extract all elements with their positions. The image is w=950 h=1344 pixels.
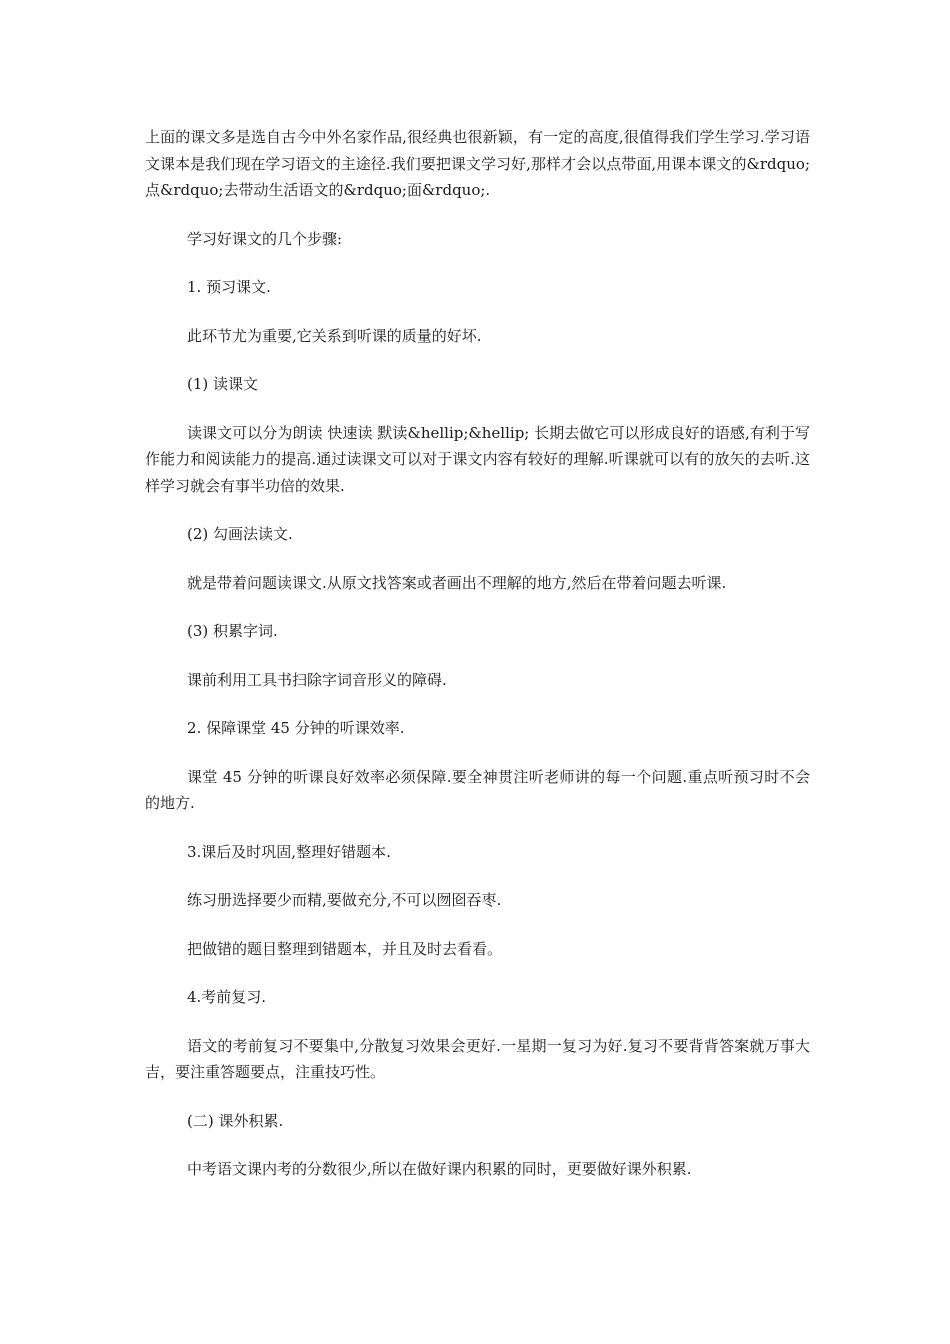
step-4-heading: 4.考前复习. [187, 988, 267, 1006]
step-2-heading: 2. 保障课堂 45 分钟的听课效率. [187, 719, 405, 737]
steps-heading: 学习好课文的几个步骤: [187, 229, 343, 248]
step-3-heading: 3.课后及时巩固,整理好错题本. [187, 842, 391, 861]
substep-1-body: 读课文可以分为朗读 快速读 默读&hellip;&hellip; 长期去做它可以形成良好的语感,有利于写作能力和阅读能力的提高.通过读课文可以对于课文内容有较好的理解.听课就可以有的放矢的去听.这样学习就会有事半功倍的效果. [145, 423, 810, 495]
substep-1-heading: (1) 读课文 [187, 375, 259, 393]
substep-3-body: 课前利用工具书扫除字词音形义的障碍. [187, 670, 447, 689]
substep-2-body: 就是带着问题读课文.从原文找答案或者画出不理解的地方,然后在带着问题去听课. [187, 573, 727, 592]
intro-paragraph: 上面的课文多是选自古今中外名家作品,很经典也很新颖，有一定的高度,很值得我们学生学习.学习语文课本是我们现在学习语文的主途径.我们要把课文学习好,那样才会以点带面,用课本课文的&rdquo;点&rdquo;去带动生活语文的&rdquo;面&rdquo;. [145, 128, 810, 199]
substep-3-heading: (3) 积累字词. [187, 622, 278, 640]
substep-2-heading: (2) 勾画法读文. [187, 525, 293, 543]
step-1-note: 此环节尤为重要,它关系到听课的质量的好坏. [187, 326, 482, 345]
step-4-body: 语文的考前复习不要集中,分散复习效果会更好.一星期一复习为好.复习不要背背答案就万事大吉，要注重答题要点，注重技巧性。 [145, 1036, 810, 1081]
step-3-body-b: 把做错的题目整理到错题本，并且及时去看看。 [187, 939, 503, 958]
document-body [145, 124, 810, 1183]
step-3-body-a: 练习册选择要少而精,要做充分,不可以囫囵吞枣. [187, 891, 502, 909]
section-2-body: 中考语文课内考的分数很少,所以在做好课内积累的同时，更要做好课外积累. [187, 1160, 692, 1178]
section-2-heading: (二) 课外积累. [187, 1111, 284, 1130]
step-1-heading: 1. 预习课文. [187, 278, 271, 296]
step-2-body: 课堂 45 分钟的听课良好效率必须保障.要全神贯注听老师讲的每一个问题.重点听预习时不会的地方. [145, 767, 810, 812]
